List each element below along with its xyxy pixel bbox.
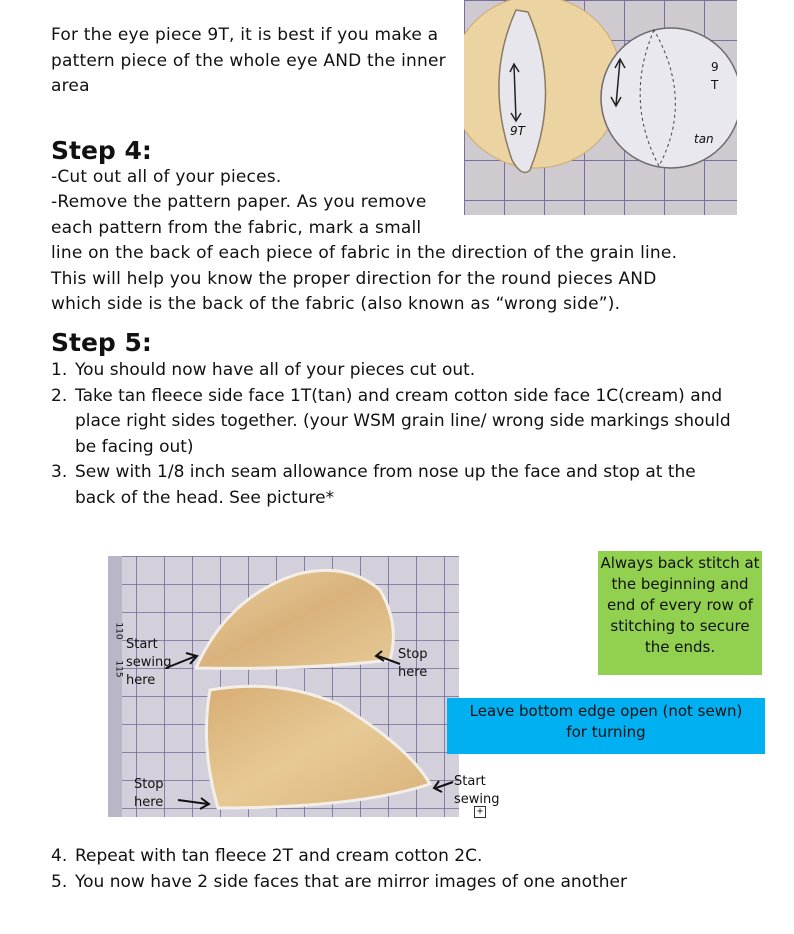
step5-list-continued [51, 844, 731, 895]
start-sewing-label-bottom: Start sewing [454, 774, 500, 807]
list-item-number: 4. [51, 846, 68, 866]
step4-heading: Step 4: [51, 136, 152, 165]
step4-line2 [51, 190, 711, 318]
step5-heading: Step 5: [51, 328, 152, 357]
eye-label-tan: tan [694, 132, 714, 146]
fabric-pieces-photo [108, 556, 459, 817]
list-item-text: Take tan fleece side face 1T(tan) and cream cotton side face 1C(cream) and place right sides together. (your WSM grain line/ wrong side markings should be facing out) [75, 385, 731, 457]
list-item [51, 844, 731, 870]
step4-line1: -Cut out all of your pieces. [51, 167, 282, 187]
ruler-label-115: 115 [113, 660, 124, 678]
start-sewing-label-top: Start sewing here [126, 637, 172, 688]
eye-label-9t: 9T [510, 124, 525, 138]
list-item-text: Sew with 1/8 inch seam allowance from nose up the face and stop at the back of the head. See picture* [75, 462, 696, 508]
intro-text: For the eye piece 9T, it is best if you make a pattern piece of the whole eye AND the inner area [51, 25, 446, 96]
list-item [51, 358, 731, 384]
eye-label-9: 9 [711, 60, 719, 74]
stop-label-top: Stop here [398, 647, 428, 680]
ruler-label-110: 110 [113, 622, 124, 640]
list-item-text: Repeat with tan fleece 2T and cream cotton 2C. [75, 846, 483, 866]
step4-line2-text: -Remove the pattern paper. As you remove each pattern from the fabric, mark a small line on the back of each piece of fabric in the direction of the grain line. This will help you know the proper direction for the round pieces AND which side is the back of the fabric (also known as “wrong side”). [51, 192, 678, 314]
step4-line2-float-spacer [449, 190, 711, 241]
open-edge-callout [447, 698, 765, 754]
eye-label-t: T [711, 78, 719, 92]
list-item-number: 1. [51, 360, 68, 380]
eye-pattern-drawing [464, 0, 737, 215]
list-item [51, 460, 731, 511]
expand-icon[interactable]: + [474, 806, 486, 818]
list-item-text: You now have 2 side faces that are mirror images of one another [75, 871, 627, 892]
list-item [51, 870, 731, 896]
stop-label-bottom: Stop here [134, 777, 164, 810]
list-item-number: 3. [51, 462, 68, 482]
list-item-number: 2. [51, 385, 68, 406]
open-edge-callout-text: Leave bottom edge open (not sewn) for turning [469, 702, 743, 741]
list-item-number: 5. [51, 871, 68, 892]
list-item [51, 384, 731, 461]
backstitch-callout-text: Always back stitch at the beginning and end of every row of stitching to secure the ends. [600, 554, 760, 656]
backstitch-callout [598, 551, 762, 675]
step5-list [51, 358, 731, 511]
list-item-text: You should now have all of your pieces cut out. [75, 360, 476, 380]
eye-pattern-photo [464, 0, 737, 215]
